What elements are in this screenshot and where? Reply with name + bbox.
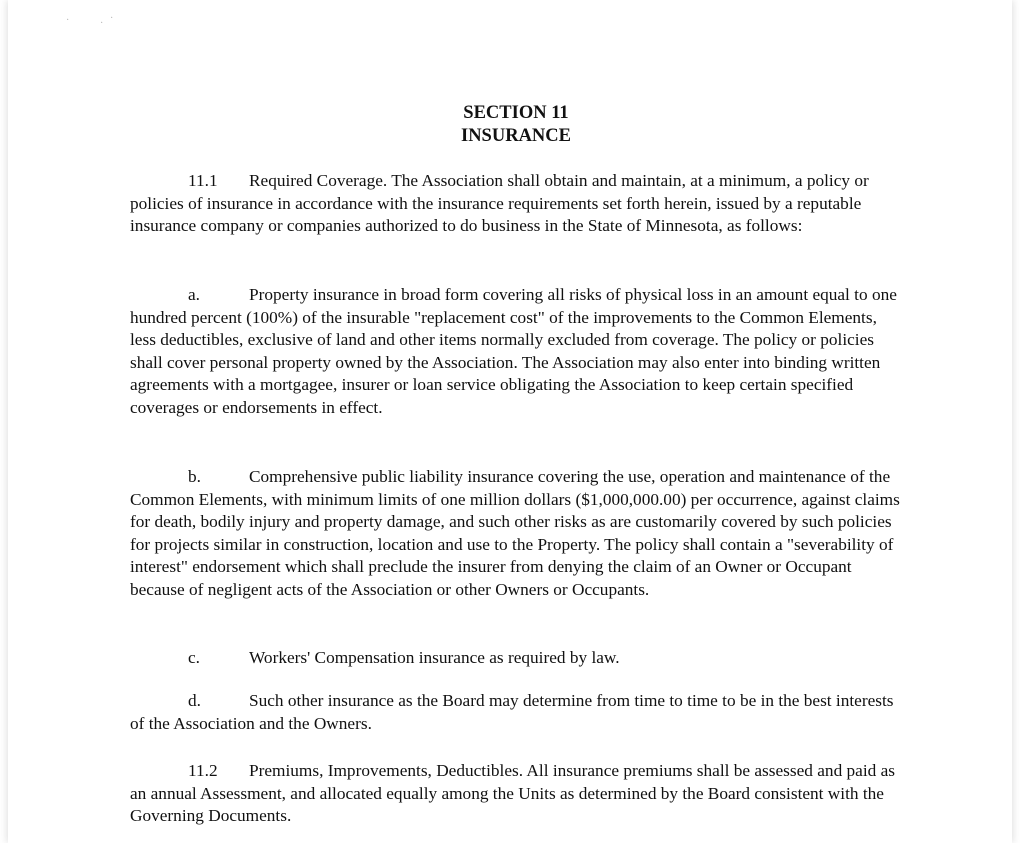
- paragraph-text: Required Coverage. The Association shall obtain and maintain, at a minimum, a policy or policies of insurance in accordance with the insurance requirements set forth herein, issued by a reputable insurance company or companies authorized to do business in the State of Minnesota, as follows:: [130, 171, 869, 235]
- paragraph-text: Premiums, Improvements, Deductibles. All insurance premiums shall be assessed and paid as an annual Assessment, and allocated equally among the Units as determined by the Board consistent with the Governing Documents.: [130, 761, 895, 825]
- paragraph-label: 11.2: [188, 761, 218, 780]
- paragraph-text: Workers' Compensation insurance as required by law.: [249, 648, 620, 667]
- paragraph-text: Property insurance in broad form covering all risks of physical loss in an amount equal to one hundred percent (100%) of the insurable "replacement cost" of the improvements to the Common Elements, less deductibles, exclusive of land and other items normally excluded from coverage. The policy or policies shall cover personal property owned by the Association. The Association may also enter into binding written agreements with a mortgagee, insurer or loan service obligating the Association to keep certain specified coverages or endorsements in effect.: [130, 285, 897, 417]
- paragraph-b: [130, 466, 900, 601]
- section-number: SECTION 11: [463, 103, 569, 123]
- paragraph-text: Such other insurance as the Board may determine from time to time to be in the best interests of the Association and the Owners.: [130, 691, 894, 733]
- paragraph-a: [130, 284, 900, 419]
- paragraph-d: [130, 690, 900, 735]
- paragraph-label: c.: [188, 648, 200, 667]
- paragraph-text: Comprehensive public liability insurance covering the use, operation and maintenance of the Common Elements, with minimum limits of one million dollars ($1,000,000.00) per occurrence, against claims for death, bodily injury and property damage, and such other risks as are customarily covered by such policies for projects similar in construction, location and use to the Property. The policy shall contain a "severability of interest" endorsement which shall preclude the insurer from denying the claim of an Owner or Occupant because of negligent acts of the Association or other Owners or Occupants.: [130, 467, 900, 599]
- paragraph-11-2: [130, 760, 900, 828]
- paragraph-label: b.: [188, 467, 201, 486]
- paragraph-label: 11.1: [188, 171, 218, 190]
- scan-speck: ·: [100, 18, 104, 29]
- section-title: INSURANCE: [461, 126, 571, 146]
- scan-speck: ·: [66, 15, 70, 26]
- paragraph-11-1: [130, 170, 900, 238]
- paragraph-c: [130, 647, 900, 670]
- paragraph-label: a.: [188, 285, 200, 304]
- scan-speck: ·: [110, 13, 114, 24]
- paragraph-label: d.: [188, 691, 201, 710]
